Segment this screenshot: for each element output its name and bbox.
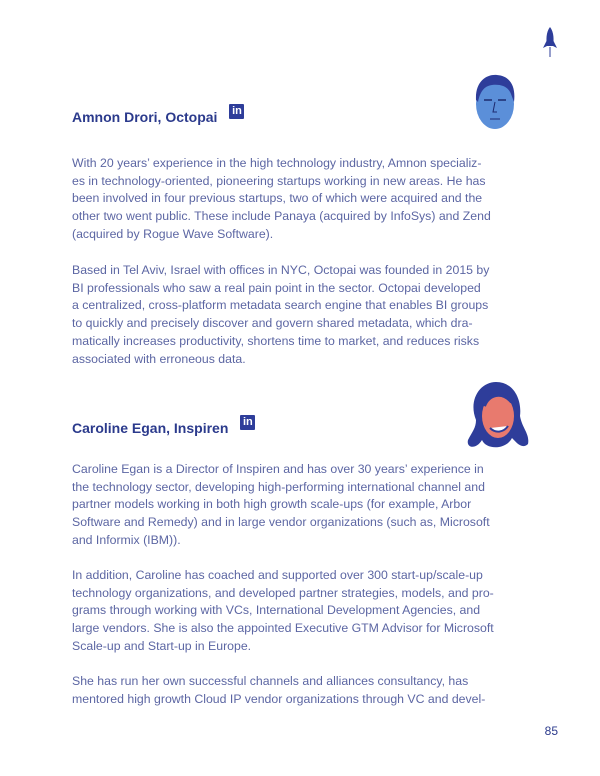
text-line: Scale-up and Start-up in Europe. [72, 638, 252, 653]
bio-paragraph [72, 155, 542, 244]
text-line: Caroline Egan is a Director of Inspiren and has over 30 years’ experience in [72, 462, 484, 476]
text-line: associated with erroneous data. [72, 351, 246, 366]
text-line: partner models working in both high growth scale-ups (for example, Arbor [72, 497, 472, 512]
page-number: 85 [544, 724, 558, 738]
person-name-heading: Caroline Egan, Inspiren [72, 420, 229, 436]
text-line: the technology sector, developing high-performing international channel and [72, 479, 485, 494]
text-line: es in technology-oriented, pioneering startups working in new areas. He has [72, 173, 486, 188]
bio-paragraph [72, 567, 542, 656]
text-line: to quickly and precisely discover and govern shared metadata, which dra- [72, 316, 473, 331]
company-paragraph [72, 262, 542, 368]
rocket-icon [540, 26, 560, 58]
text-line: mentored high growth Cloud IP vendor organizations through VC and devel- [72, 691, 486, 706]
text-line: BI professionals who saw a real pain point in the sector. Octopai developed [72, 280, 481, 295]
text-line: a centralized, cross-platform metadata search engine that enables BI groups [72, 298, 489, 313]
text-line: and Informix (IBM)). [72, 532, 181, 547]
linkedin-icon[interactable]: in [240, 415, 255, 430]
text-line: been involved in four previous startups, two of which were acquired and the [72, 191, 483, 206]
person-heading-row [72, 415, 255, 437]
person-heading-row [72, 104, 244, 126]
text-line: In addition, Caroline has coached and supported over 300 start-up/scale-up [72, 568, 483, 582]
text-line: Based in Tel Aviv, Israel with offices in NYC, Octopai was founded in 2015 by [72, 263, 490, 277]
linkedin-icon[interactable]: in [229, 104, 244, 119]
amnon-portrait-illustration [470, 72, 520, 132]
text-line: grams through working with VCs, International Development Agencies, and [72, 603, 481, 618]
text-line: She has run her own successful channels and alliances consultancy, has [72, 674, 469, 688]
bio-paragraph [72, 461, 542, 550]
caroline-portrait-illustration [462, 380, 532, 454]
text-line: matically increases productivity, shortens time to market, and reduces risks [72, 333, 480, 348]
text-line: Software and Remedy) and in large vendor organizations (such as, Microsoft [72, 515, 490, 530]
text-line: (acquired by Rogue Wave Software). [72, 226, 274, 241]
bio-paragraph [72, 673, 542, 708]
text-line: large vendors. She is also the appointed Executive GTM Advisor for Microsoft [72, 621, 494, 636]
person-name-heading: Amnon Drori, Octopai [72, 109, 218, 125]
text-line: other two went public. These include Panaya (acquired by InfoSys) and Zend [72, 209, 491, 224]
text-line: With 20 years’ experience in the high technology industry, Amnon specializ- [72, 156, 482, 170]
text-line: technology organizations, and developed partner strategies, models, and pro- [72, 585, 494, 600]
